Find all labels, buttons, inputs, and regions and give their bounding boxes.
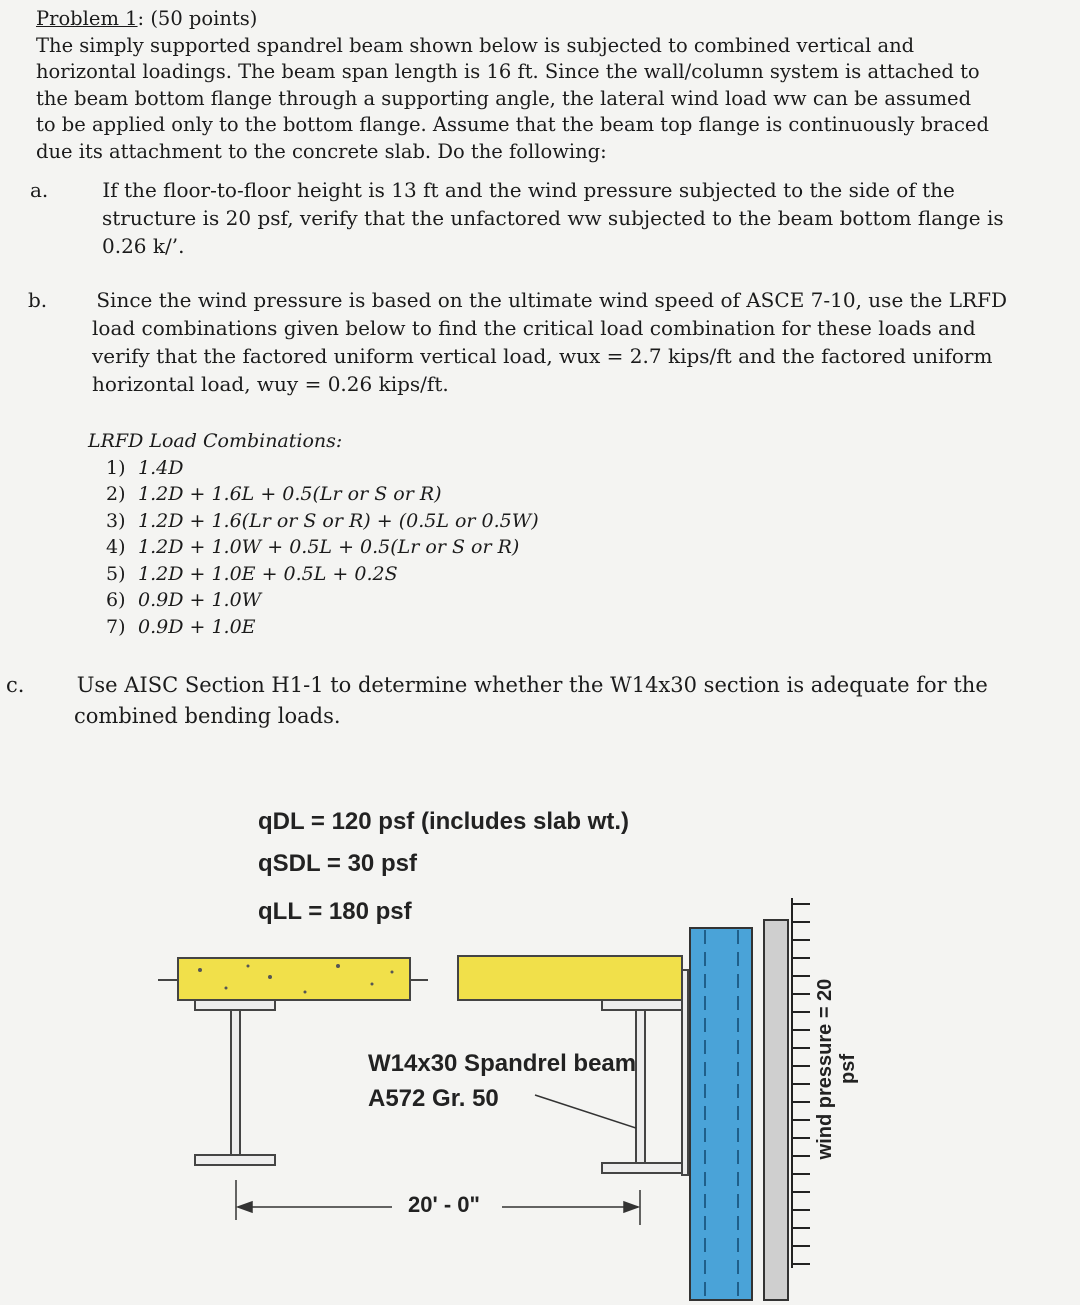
part-c — [6, 670, 1059, 732]
part-b — [28, 286, 1032, 398]
wall — [764, 920, 788, 1300]
combinations-title: LRFD Load Combinations: — [88, 430, 343, 452]
part-a-letter: a. — [30, 178, 49, 202]
problem-heading: Problem 1 — [36, 7, 138, 30]
part-b-text: Since the wind pressure is based on the ultimate wind speed of ASCE 7-10, use the LRFD load combinations given below to find the critical load combination for these loads and verify that the factored uniform vertical load, wux = 2.7 kips/ft and the factored uniform horizontal load, wuy = 0.26 kips/ft. — [92, 288, 1007, 396]
problem-intro — [36, 6, 996, 165]
wind-pressure-label: wind pressure = 20 psf — [814, 978, 859, 1160]
part-c-letter: c. — [6, 673, 25, 697]
column — [690, 928, 752, 1300]
q-ll-label: qLL = 180 psf — [258, 898, 412, 925]
right-slab — [458, 956, 682, 1000]
part-b-letter: b. — [28, 288, 48, 312]
combination-item: 5) 1.2D + 1.0E + 0.5L + 0.2S — [106, 562, 398, 585]
span-label: 20' - 0" — [408, 1192, 480, 1217]
beam-grade-label: A572 Gr. 50 — [368, 1085, 499, 1112]
problem-points: : (50 points) — [137, 7, 258, 30]
combination-item: 7) 0.9D + 1.0E — [106, 615, 256, 638]
q-sdl-label: qSDL = 30 psf — [258, 850, 417, 877]
part-a-text: If the floor-to-floor height is 13 ft and the wind pressure subjected to the side of the structure is 20 psf, verify that the unfactored ww subjected to the beam bottom flange is 0.26 k/’. — [102, 178, 1004, 258]
combination-item: 3) 1.2D + 1.6(Lr or S or R) + (0.5L or 0.5W) — [106, 509, 539, 532]
beam-section-label: W14x30 Spandrel beam — [368, 1050, 637, 1077]
combinations-list — [88, 455, 539, 641]
combination-item: 1) 1.4D — [106, 456, 184, 479]
left-slab — [178, 958, 410, 1000]
combination-item: 2) 1.2D + 1.6L + 0.5(Lr or S or R) — [106, 483, 442, 505]
lrfd-combinations — [88, 428, 539, 640]
q-dl-label: qDL = 120 psf (includes slab wt.) — [258, 808, 629, 835]
combination-item: 4) 1.2D + 1.0W + 0.5L + 0.5(Lr or S or R) — [106, 536, 520, 558]
part-a — [30, 176, 1032, 260]
beam-leader-line — [535, 1095, 636, 1128]
combination-item: 6) 0.9D + 1.0W — [106, 589, 262, 611]
left-i-beam — [195, 1000, 275, 1165]
problem-statement: The simply supported spandrel beam shown below is subjected to combined vertical and horizontal loadings. The beam span length is 16 ft. Since the wall/column system is attached to the beam bottom flange through a supporting angle, the lateral wind load ww can be assumed to be applied only to the bottom flange. Assume that the beam top flange is continuously braced due its attachment to the concrete slab. Do the following: — [36, 33, 989, 163]
beam-figure — [0, 780, 1080, 1305]
part-c-text: Use AISC Section H1-1 to determine whether the W14x30 section is adequate for the combined bending loads. — [74, 673, 988, 728]
wind-pressure-arrows — [792, 898, 810, 1268]
